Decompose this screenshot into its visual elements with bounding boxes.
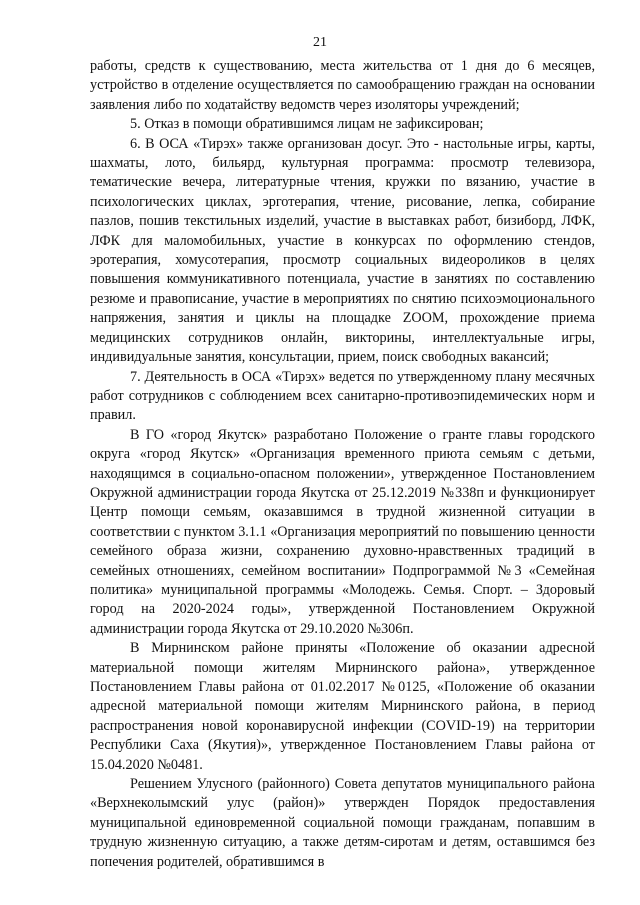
paragraph-item-6: 6. В ОСА «Тирэх» также организован досуг. Это - настольные игры, карты, шахматы, лото, бильярд, культурная программа: просмотр телевизора, тематические вечера, литературные чтения, кружки по вязанию, участие в психологических циклах, эрготерапия, чтение, рисование, лепка, собирание пазлов, пошив текстильных изделий, участие в выставках работ, бизиборд, ЛФК, ЛФК для маломобильных, участие в конкурсах по оформлению стендов, эротерапия, хомусотерапия, просмотр социальных видеороликов в целях повышения коммуникативного потенциала, участие в занятиях по составлению резюме и правописание, участие в мероприятиях по снятию психоэмоционального напряжения, занятия и циклы на площадке ZOOM, прохождение приема медицинских сотрудников онлайн, викторины, интеллектуальные игры, индивидуальные занятия, консультации, прием, поиск свободных вакансий; (90, 135, 595, 366)
paragraph-yakutsk: В ГО «город Якутск» разработано Положение о гранте главы городского округа «город Якутск» «Организация временного приюта семьям с детьми, находящимся в социально-опасном положении», утвержденное Постановлением Окружной администрации города Якутска от 25.12.2019 №338п и функционирует Центр помощи семьям, оказавшимся в трудной жизненной ситуации в соответствии с пунктом 3.1.1 «Организация мероприятий по повышению ценности семейного образа жизни, сохранению духовно-нравственных традиций в семейных отношениях, семейном воспитании» Подпрограммой №3 «Семейная политика» муниципальной программы «Молодежь. Семья. Спорт. – Здоровый город на 2020-2024 годы», утвержденной Постановлением Окружной администрации города Якутска от 29.10.2020 №306п. (90, 426, 595, 637)
paragraph-item-5: 5. Отказ в помощи обратившимся лицам не зафиксирован; (130, 116, 484, 133)
paragraph-item-7: 7. Деятельность в ОСА «Тирэх» ведется по утвержденному плану месячных работ сотрудников с соблюдением всех санитарно-противоэпидемических норм и правил. (90, 368, 595, 424)
paragraph-continuation: работы, средств к существованию, места жительства от 1 дня до 6 месяцев, устройство в отделение осуществляется по самообращению граждан на основании заявления либо по ходатайству ведомств через изоляторы учреждений; (90, 58, 595, 113)
document-body (90, 57, 595, 872)
paragraph-verkhnekolymsky: Решением Улусного (районного) Совета депутатов муниципального района «Верхнеколымский улус (район)» утвержден Порядок предоставления муниципальной единовременной социальной помощи гражданам, попавшим в трудную жизненную ситуацию, а также детям-сиротам и детям, оставшимся без попечения родителей, обратившимся в (90, 776, 595, 870)
page-number: 21 (313, 35, 327, 50)
paragraph-mirny: В Мирнинском районе приняты «Положение об оказании адресной материальной помощи жителям Мирнинского района», утвержденное Постановлением Главы района от 01.02.2017 №0125, «Положение об оказании адресной материальной помощи жителям Мирнинского района, в период распространения новой коронавирусной инфекции (COVID-19) на территории Республики Саха (Якутия)», утвержденное Постановлением Главы района от 15.04.2020 №0481. (90, 640, 595, 773)
